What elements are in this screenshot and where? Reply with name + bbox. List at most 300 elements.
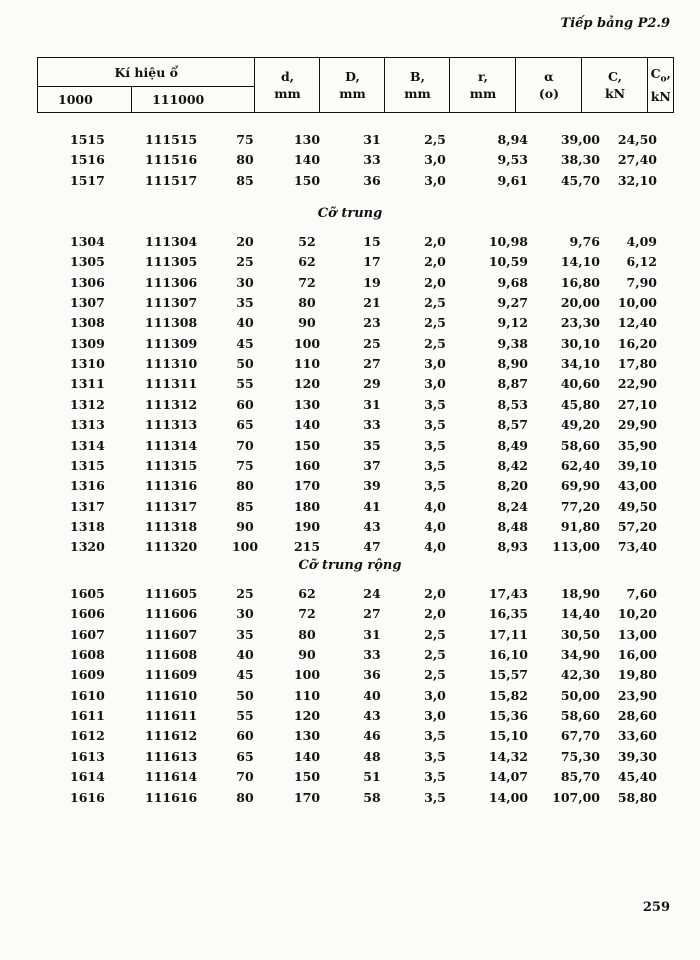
table-cell: 41 [363, 498, 381, 514]
table-cell: 17,11 [488, 626, 528, 642]
table-cell: 34,90 [560, 647, 600, 663]
table-cell: 17,43 [488, 586, 528, 601]
table-cell: 150 [293, 769, 321, 785]
table-cell: 1306 [70, 274, 105, 290]
table-cell: 33,60 [617, 728, 657, 744]
table-cell: 100 [293, 667, 321, 683]
table-cell: 16,80 [560, 274, 600, 290]
table-cell: 31 [363, 626, 381, 642]
table-cell: 3,5 [424, 769, 446, 785]
table-cell: 80 [298, 626, 316, 642]
table-cell: 160 [293, 457, 321, 473]
table-cell: 9,38 [497, 335, 528, 351]
table-cell: 31 [363, 396, 381, 412]
table-row [0, 646, 700, 664]
table-cell: 111608 [145, 647, 198, 663]
table-cell: 14,40 [560, 606, 600, 622]
table-cell: 110 [293, 687, 321, 703]
table-cell: 113,00 [552, 539, 600, 555]
table-row [0, 707, 700, 725]
table-cell: 30,10 [560, 335, 600, 351]
table-row [0, 335, 700, 353]
table-cell: 1613 [70, 748, 105, 764]
table-cell: 30 [236, 606, 254, 622]
table-cell: 43 [363, 708, 381, 724]
table-cell: 2,5 [424, 647, 446, 663]
table-cell: 52 [298, 234, 316, 249]
table-cell: 9,27 [497, 295, 528, 311]
table-cell: 45 [236, 335, 254, 351]
table-cell: 48 [363, 748, 381, 764]
table-cell: 58,60 [560, 708, 600, 724]
table-cell: 111305 [145, 254, 198, 270]
table-cell: 1608 [70, 647, 105, 663]
table-cell: 8,53 [497, 396, 528, 412]
table-row [0, 727, 700, 745]
table-cell: 1616 [70, 789, 105, 805]
table-cell: 14,00 [488, 789, 528, 805]
table-cell: 28,60 [617, 708, 657, 724]
table-cell: 111610 [145, 687, 198, 703]
table-cell: 33 [363, 647, 381, 663]
table-cell: 25 [236, 586, 254, 601]
table-cell: 30 [236, 274, 254, 290]
table-row [0, 538, 700, 556]
table-cell: 19 [363, 274, 381, 290]
table-cell: 90 [298, 315, 316, 331]
table-cell: 111611 [145, 708, 198, 724]
table-cell: 8,90 [497, 356, 528, 372]
table-cell: 8,87 [497, 376, 528, 392]
table-cell: 77,20 [560, 498, 600, 514]
table-cell: 3,0 [424, 708, 446, 724]
table-cell: 67,70 [560, 728, 600, 744]
table-cell: 24 [363, 586, 381, 601]
col-C-header: C, kN [582, 58, 648, 113]
table-cell: 39,10 [617, 457, 657, 473]
table-cell: 1310 [70, 356, 105, 372]
table-cell: 111612 [145, 728, 198, 744]
table-cell: 90 [236, 518, 254, 534]
table-cell: 111309 [145, 335, 198, 351]
table-cell: 1312 [70, 396, 105, 412]
table-cell: 23,90 [617, 687, 657, 703]
table-cell: 51 [363, 769, 381, 785]
table-cell: 111306 [145, 274, 198, 290]
table-cell: 140 [293, 417, 321, 433]
table-cell: 36 [363, 172, 381, 188]
table-cell: 60 [236, 728, 254, 744]
table-cell: 75 [236, 132, 254, 147]
table-cell: 111320 [145, 539, 198, 555]
table-cell: 43 [363, 518, 381, 534]
table-row [0, 396, 700, 414]
table-cell: 35 [236, 626, 254, 642]
table-cell: 40,60 [560, 376, 600, 392]
table-row [0, 416, 700, 434]
table-cell: 20 [236, 234, 254, 249]
table-cell: 31 [363, 132, 381, 147]
table-cell: 111304 [145, 234, 198, 249]
table-cell: 107,00 [552, 789, 600, 805]
table-row [0, 151, 700, 169]
table-cell: 55 [236, 376, 254, 392]
table-cell: 58,60 [560, 437, 600, 453]
table-cell: 3,5 [424, 789, 446, 805]
table-cell: 190 [293, 518, 321, 534]
table-cell: 1309 [70, 335, 105, 351]
table-cell: 2,5 [424, 132, 446, 147]
table-cell: 35 [236, 295, 254, 311]
table-cell: 8,49 [497, 437, 528, 453]
table-cell: 8,94 [497, 132, 528, 147]
table-cell: 72 [298, 274, 316, 290]
table-cell: 140 [293, 748, 321, 764]
table-cell: 111314 [145, 437, 198, 453]
table-cell: 111517 [145, 172, 198, 188]
table-cell: 111609 [145, 667, 198, 683]
table-cell: 73,40 [617, 539, 657, 555]
table-cell: 150 [293, 172, 321, 188]
subheader-1000: 1000 [38, 87, 132, 113]
table-cell: 7,90 [626, 274, 657, 290]
table-cell: 1610 [70, 687, 105, 703]
table-cell: 15,10 [488, 728, 528, 744]
table-cell: 35,90 [617, 437, 657, 453]
table-row [0, 666, 700, 684]
table-cell: 13,00 [617, 626, 657, 642]
table-cell: 1315 [70, 457, 105, 473]
table-cell: 3,0 [424, 172, 446, 188]
table-cell: 170 [293, 478, 321, 494]
table-row [0, 518, 700, 536]
table-cell: 34,10 [560, 356, 600, 372]
table-cell: 1317 [70, 498, 105, 514]
table-cell: 15,82 [488, 687, 528, 703]
table-cell: 1606 [70, 606, 105, 622]
table-cell: 111613 [145, 748, 198, 764]
table-cell: 2,0 [424, 234, 446, 249]
table-cell: 14,10 [560, 254, 600, 270]
table-cell: 27 [363, 606, 381, 622]
table-row [0, 498, 700, 516]
table-cell: 85,70 [560, 769, 600, 785]
table-cell: 23,30 [560, 315, 600, 331]
table-cell: 46 [363, 728, 381, 744]
table-cell: 25 [363, 335, 381, 351]
table-cell: 130 [293, 728, 321, 744]
table-cell: 130 [293, 396, 321, 412]
table-row [0, 748, 700, 766]
col-C0-header: $C_o$, kN [648, 58, 674, 113]
table-cell: 7,60 [626, 586, 657, 601]
table-cell: 58,80 [617, 789, 657, 805]
table-row [0, 274, 700, 292]
table-cell: 111315 [145, 457, 198, 473]
table-cell: 3,5 [424, 417, 446, 433]
table-cell: 2,5 [424, 295, 446, 311]
table-cell: 18,90 [560, 586, 600, 601]
table-cell: 39 [363, 478, 381, 494]
table-row [0, 253, 700, 271]
table-cell: 39,00 [560, 132, 600, 147]
table-row [0, 626, 700, 644]
table-row [0, 233, 700, 251]
table-cell: 85 [236, 172, 254, 188]
table-cell: 215 [293, 539, 321, 555]
table-row [0, 294, 700, 312]
table-cell: 45,70 [560, 172, 600, 188]
table-cell: 111311 [145, 376, 198, 392]
table-cell: 8,24 [497, 498, 528, 514]
table-cell: 16,00 [617, 647, 657, 663]
table-cell: 150 [293, 437, 321, 453]
table-cell: 111614 [145, 769, 198, 785]
table-cell: 1316 [70, 478, 105, 494]
col-r-header: r, mm [450, 58, 516, 113]
table-cell: 111307 [145, 295, 198, 311]
subheader-111000: 111000 [132, 87, 255, 113]
table-cell: 35 [363, 437, 381, 453]
table-cell: 10,59 [488, 254, 528, 270]
table-cell: 30,50 [560, 626, 600, 642]
table-cell: 47 [363, 539, 381, 555]
table-cell: 49,20 [560, 417, 600, 433]
table-cell: 111616 [145, 789, 198, 805]
table-cell: 49,50 [617, 498, 657, 514]
table-cell: 12,40 [617, 315, 657, 331]
table-cell: 111516 [145, 152, 198, 168]
section-title-medium-wide: Cỡ trung rộng [298, 558, 402, 573]
table-cell: 27,10 [617, 396, 657, 412]
table-cell: 91,80 [560, 518, 600, 534]
table-cell: 50 [236, 687, 254, 703]
table-cell: 111312 [145, 396, 198, 412]
table-cell: 3,0 [424, 152, 446, 168]
table-cell: 8,20 [497, 478, 528, 494]
table-row [0, 314, 700, 332]
designation-header: Kí hiệu ổ [38, 58, 255, 87]
table-cell: 33 [363, 152, 381, 168]
table-cell: 80 [298, 295, 316, 311]
table-cell: 110 [293, 356, 321, 372]
table-cell: 16,20 [617, 335, 657, 351]
table-cell: 4,09 [626, 234, 657, 249]
table-cell: 2,0 [424, 586, 446, 601]
table-row [0, 437, 700, 455]
table-cell: 111515 [145, 132, 198, 147]
table-cell: 111605 [145, 586, 198, 601]
table-cell: 80 [236, 789, 254, 805]
table-row [0, 172, 700, 190]
table-cell: 111310 [145, 356, 198, 372]
table-cell: 25 [236, 254, 254, 270]
table-cell: 58 [363, 789, 381, 805]
table-cell: 111313 [145, 417, 198, 433]
table-continuation-caption: Tiếp bảng P2.9 [560, 16, 670, 31]
table-row [0, 605, 700, 623]
table-cell: 1516 [70, 152, 105, 168]
col-B-header: B, mm [385, 58, 450, 113]
table-cell: 9,53 [497, 152, 528, 168]
table-cell: 29,90 [617, 417, 657, 433]
table-cell: 1320 [70, 539, 105, 555]
table-cell: 8,48 [497, 518, 528, 534]
col-alpha-header: α (o) [516, 58, 582, 113]
table-cell: 45,80 [560, 396, 600, 412]
table-cell: 50 [236, 356, 254, 372]
table-cell: 90 [298, 647, 316, 663]
table-row [0, 131, 700, 149]
table-cell: 9,76 [569, 234, 600, 249]
table-row [0, 687, 700, 705]
table-cell: 3,0 [424, 356, 446, 372]
table-cell: 9,12 [497, 315, 528, 331]
table-cell: 29 [363, 376, 381, 392]
page-number: 259 [642, 900, 670, 915]
table-cell: 57,20 [617, 518, 657, 534]
table-cell: 24,50 [617, 132, 657, 147]
table-cell: 2,0 [424, 274, 446, 290]
table-cell: 33 [363, 417, 381, 433]
table-cell: 1517 [70, 172, 105, 188]
table-cell: 40 [236, 647, 254, 663]
table-cell: 62 [298, 254, 316, 270]
table-row [0, 375, 700, 393]
table-cell: 1607 [70, 626, 105, 642]
table-cell: 8,57 [497, 417, 528, 433]
table-cell: 80 [236, 152, 254, 168]
table-cell: 40 [236, 315, 254, 331]
table-cell: 62,40 [560, 457, 600, 473]
table-cell: 3,5 [424, 478, 446, 494]
table-cell: 40 [363, 687, 381, 703]
table-cell: 2,5 [424, 315, 446, 331]
section-title-medium: Cỡ trung [317, 206, 383, 221]
table-cell: 1313 [70, 417, 105, 433]
table-cell: 65 [236, 417, 254, 433]
table-cell: 170 [293, 789, 321, 805]
table-cell: 60 [236, 396, 254, 412]
table-cell: 10,20 [617, 606, 657, 622]
table-cell: 120 [293, 708, 321, 724]
table-cell: 80 [236, 478, 254, 494]
table-cell: 1612 [70, 728, 105, 744]
table-cell: 1305 [70, 254, 105, 270]
table-cell: 2,0 [424, 606, 446, 622]
table-cell: 17 [363, 254, 381, 270]
table-cell: 3,5 [424, 748, 446, 764]
table-cell: 19,80 [617, 667, 657, 683]
table-cell: 10,98 [488, 234, 528, 249]
table-cell: 111308 [145, 315, 198, 331]
table-cell: 36 [363, 667, 381, 683]
table-cell: 65 [236, 748, 254, 764]
table-cell: 37 [363, 457, 381, 473]
table-cell: 2,5 [424, 335, 446, 351]
table-cell: 27 [363, 356, 381, 372]
table-cell: 2,0 [424, 254, 446, 270]
table-cell: 16,35 [488, 606, 528, 622]
table-cell: 140 [293, 152, 321, 168]
table-cell: 62 [298, 586, 316, 601]
table-cell: 4,0 [424, 498, 446, 514]
table-cell: 111607 [145, 626, 198, 642]
table-cell: 3,0 [424, 687, 446, 703]
table-cell: 32,10 [617, 172, 657, 188]
table-row [0, 789, 700, 807]
table-cell: 69,90 [560, 478, 600, 494]
table-cell: 120 [293, 376, 321, 392]
table-cell: 2,5 [424, 667, 446, 683]
table-cell: 43,00 [617, 478, 657, 494]
table-cell: 4,0 [424, 539, 446, 555]
table-cell: 1311 [70, 376, 105, 392]
table-cell: 42,30 [560, 667, 600, 683]
table-row [0, 457, 700, 475]
table-cell: 39,30 [617, 748, 657, 764]
table-cell: 23 [363, 315, 381, 331]
table-cell: 17,80 [617, 356, 657, 372]
table-cell: 20,00 [560, 295, 600, 311]
table-cell: 1308 [70, 315, 105, 331]
table-cell: 10,00 [617, 295, 657, 311]
table-cell: 3,5 [424, 437, 446, 453]
table-cell: 27,40 [617, 152, 657, 168]
table-cell: 1614 [70, 769, 105, 785]
table-cell: 111606 [145, 606, 198, 622]
table-cell: 15,57 [488, 667, 528, 683]
table-cell: 180 [293, 498, 321, 514]
table-cell: 15,36 [488, 708, 528, 724]
table-cell: 45 [236, 667, 254, 683]
table-cell: 3,5 [424, 396, 446, 412]
table-cell: 45,40 [617, 769, 657, 785]
table-row [0, 355, 700, 373]
table-cell: 8,93 [497, 539, 528, 555]
table-cell: 130 [293, 132, 321, 147]
table-cell: 3,5 [424, 457, 446, 473]
table-cell: 3,0 [424, 376, 446, 392]
table-cell: 15 [363, 234, 381, 249]
table-cell: 9,61 [497, 172, 528, 188]
table-cell: 22,90 [617, 376, 657, 392]
table-cell: 1318 [70, 518, 105, 534]
table-cell: 111316 [145, 478, 198, 494]
table-cell: 9,68 [497, 274, 528, 290]
table-cell: 8,42 [497, 457, 528, 473]
table-cell: 70 [236, 769, 254, 785]
table-cell: 14,07 [488, 769, 528, 785]
table-cell: 6,12 [626, 254, 657, 270]
table-cell: 75 [236, 457, 254, 473]
table-cell: 1611 [70, 708, 105, 724]
table-cell: 100 [231, 539, 259, 555]
col-D-header: D, mm [320, 58, 385, 113]
table-cell: 21 [363, 295, 381, 311]
table-cell: 4,0 [424, 518, 446, 534]
table-cell: 100 [293, 335, 321, 351]
col-d-header: d, mm [255, 58, 320, 113]
table-cell: 3,5 [424, 728, 446, 744]
table-cell: 70 [236, 437, 254, 453]
table-cell: 1307 [70, 295, 105, 311]
table-row [0, 585, 700, 603]
table-cell: 50,00 [560, 687, 600, 703]
table-header [37, 57, 674, 113]
table-cell: 72 [298, 606, 316, 622]
table-cell: 85 [236, 498, 254, 514]
